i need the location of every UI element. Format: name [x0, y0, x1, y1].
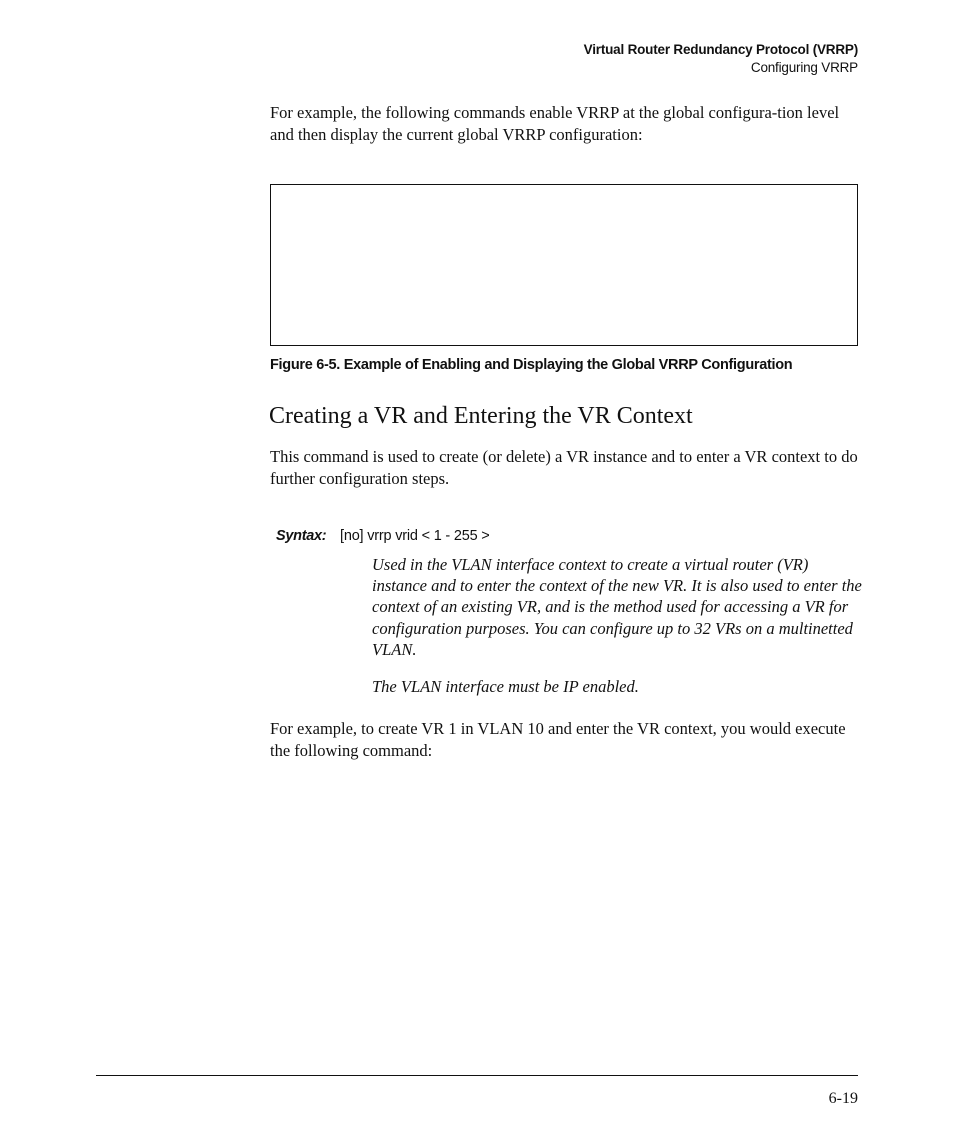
example-paragraph: For example, to create VR 1 in VLAN 10 and enter the VR context, you would execute the following command: [270, 719, 846, 760]
section-heading: Creating a VR and Entering the VR Context [269, 403, 693, 429]
section-title: Configuring VRRP [750, 60, 858, 75]
syntax-command: [no] vrrp vrid < 1 - 255 > [340, 528, 490, 544]
syntax-note: The VLAN interface must be IP enabled. [372, 677, 639, 696]
running-header [584, 41, 858, 77]
syntax-description: Used in the VLAN interface context to create a virtual router (VR) instance and to enter the context of the new VR. It is also used to enter the context of an existing VR, and is the method used for accessing a VR for configuration purposes. You can configure up to 32 VRs on a multinetted VLAN. [372, 555, 862, 659]
intro-paragraph: For example, the following commands enable VRRP at the global configura-tion level and then display the current global VRRP configuration: [270, 103, 840, 144]
chapter-title: Virtual Router Redundancy Protocol (VRRP) [583, 42, 858, 57]
section-paragraph: This command is used to create (or delete) a VR instance and to enter a VR context to do further configuration steps. [270, 447, 858, 488]
page-number: 6-19 [828, 1090, 858, 1107]
footer-rule [96, 1075, 858, 1076]
figure-box [270, 184, 858, 346]
syntax-label: Syntax: [276, 528, 327, 544]
syntax-row [276, 526, 490, 546]
figure-caption: Figure 6-5. Example of Enabling and Displaying the Global VRRP Configuration [270, 357, 793, 373]
